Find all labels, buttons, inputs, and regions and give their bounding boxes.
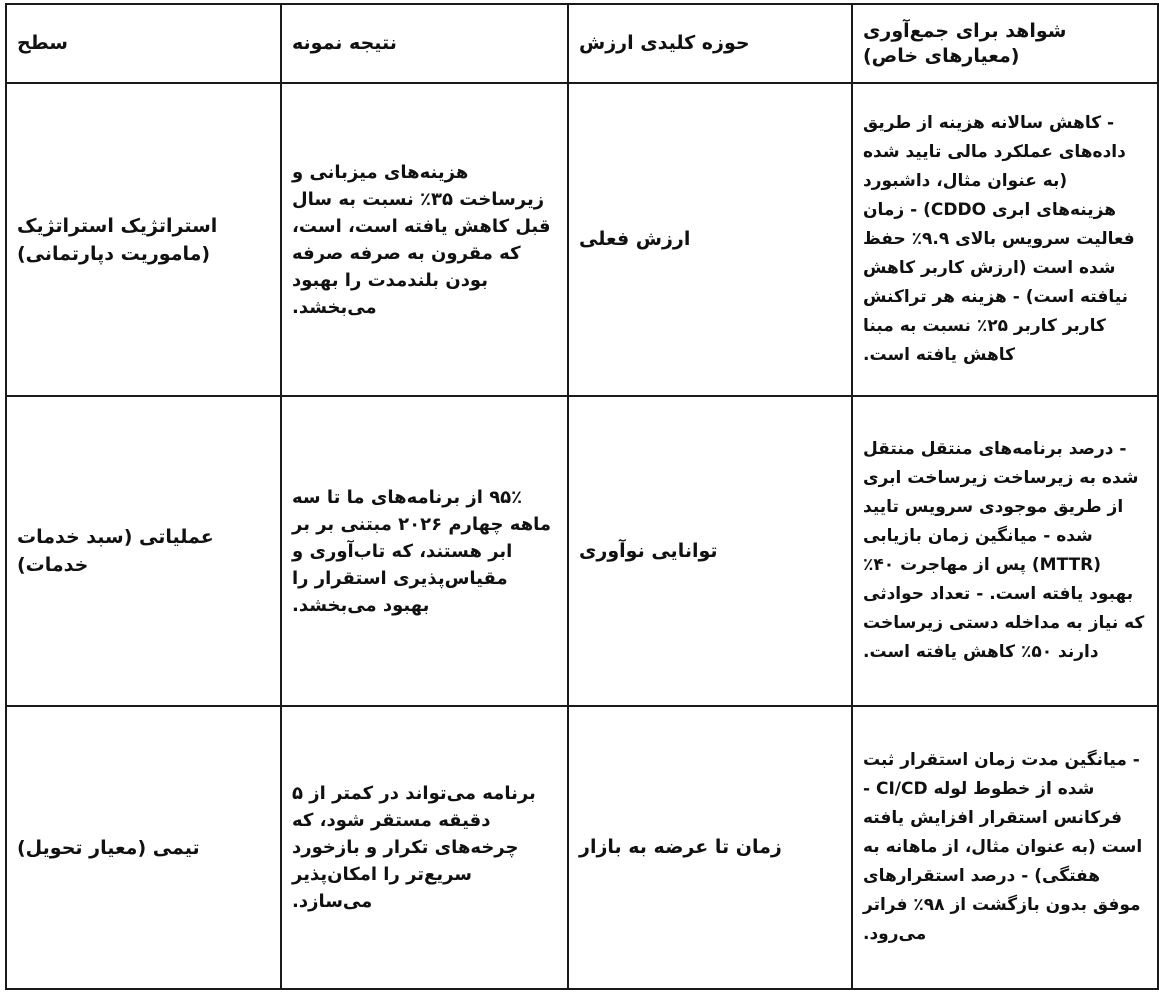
- table-row: [6, 706, 1158, 989]
- value-framework-table: [5, 3, 1159, 990]
- sample-result-text: ۹۵٪ از برنامه‌های ما تا سه ماهه چهارم ۲۰۲۶ مبتنی بر بر ابر هستند، که تاب‌آوری و مقیاس‌پذیری استقرار را بهبود می‌بخشد.: [292, 486, 552, 616]
- header-evidence-text: شواهد برای جمع‌آوری (معیارهای خاص): [863, 19, 1067, 67]
- table-row: [6, 83, 1158, 396]
- header-level: [6, 4, 281, 83]
- header-evidence: [852, 4, 1158, 83]
- sample-result-cell: [281, 396, 568, 706]
- sample-result-text: برنامه می‌تواند در کمتر از ۵ دقیقه مستقر شود، که چرخه‌های تکرار و بازخورد سریع‌تر را امکان‌پذیر می‌سازد.: [292, 783, 536, 912]
- header-sample-result-text: نتیجه نمونه: [292, 32, 397, 54]
- level-text: عملیاتی (سبد خدمات خدمات): [17, 526, 214, 576]
- evidence-text: - میانگین مدت زمان استقرار ثبت شده از خطوط لوله CI/CD - فرکانس استقرار افزایش یافته است (به عنوان مثال، از ماهانه به هفتگی) - درصد استقرارهای موفق بدون بازگشت از ۹۸٪ فراتر می‌رود.: [863, 750, 1143, 944]
- value-domain-text: ارزش فعلی: [579, 228, 691, 250]
- value-framework-table-frame: [5, 3, 1145, 988]
- header-value-domain: [568, 4, 852, 83]
- sample-result-cell: [281, 706, 568, 989]
- evidence-cell: [852, 706, 1158, 989]
- level-cell: [6, 83, 281, 396]
- header-level-text: سطح: [17, 32, 68, 54]
- level-cell: [6, 706, 281, 989]
- sample-result-cell: [281, 83, 568, 396]
- level-text: استراتژیک استراتژیک (ماموریت دپارتمانی): [17, 214, 218, 265]
- value-domain-text: توانایی نوآوری: [579, 539, 718, 562]
- evidence-cell: [852, 396, 1158, 706]
- value-domain-cell: [568, 396, 852, 706]
- evidence-cell: [852, 83, 1158, 396]
- value-domain-text: زمان تا عرضه به بازار: [579, 836, 782, 858]
- level-cell: [6, 396, 281, 706]
- level-text: تیمی (معیار تحویل): [17, 836, 200, 859]
- evidence-text: - درصد برنامه‌های منتقل منتقل شده به زیرساخت زیرساخت ابری از طریق موجودی سرویس تایید شده - میانگین زمان بازیابی (MTTR) پس از مهاجرت ۴۰٪ بهبود یافته است. - تعداد حوادثی که نیاز به مداخله دستی زیرساخت دارند ۵۰٪ کاهش یافته است.: [863, 439, 1145, 662]
- value-domain-cell: [568, 706, 852, 989]
- header-sample-result: [281, 4, 568, 83]
- header-value-domain-text: حوزه کلیدی ارزش: [579, 32, 750, 54]
- table-header-row: [6, 4, 1158, 83]
- value-domain-cell: [568, 83, 852, 396]
- sample-result-text: هزینه‌های میزبانی و زیرساخت ۳۵٪ نسبت به سال قبل کاهش یافته است، است، که مقرون به صرفه صرفه بودن بلندمدت را بهبود می‌بخشد.: [292, 161, 551, 318]
- evidence-text: - کاهش سالانه هزینه از طریق داده‌های عملکرد مالی تایید شده (به عنوان مثال، داشبورد هزینه‌های ابری CDDO) - زمان فعالیت سرویس بالای ۹.۹٪ حفظ شده است (ارزش کاربر کاهش نیافته است) - هزینه هر تراکنش کاربر کاربر ۲۵٪ نسبت به مبنا کاهش یافته است.: [863, 113, 1135, 365]
- table-row: [6, 396, 1158, 706]
